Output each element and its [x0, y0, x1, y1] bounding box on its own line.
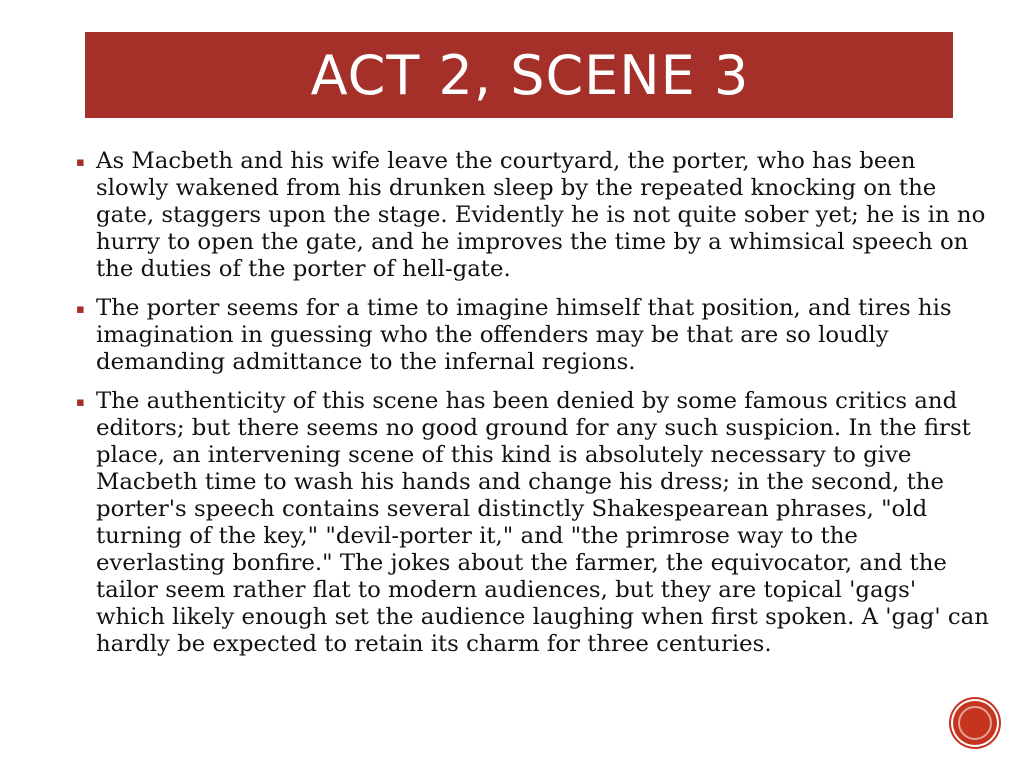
bullet-item	[70, 148, 990, 283]
bullet-text: As Macbeth and his wife leave the courtyard, the porter, who has been slowly wakened from his drunken sleep by the repeated knocking on the gate, staggers upon the stage. Evidently he is not quite sober yet; he is in no hurry to open the gate, and he improves the time by a whimsical speech on the duties of the porter of hell-gate.	[96, 148, 986, 282]
bullet-list	[70, 148, 990, 670]
circle-icon	[958, 706, 992, 740]
bullet-text: The authenticity of this scene has been denied by some famous critics and editors; but there seems no good ground for any such suspicion. In the first place, an intervening scene of this kind is absolutely necessary to give Macbeth time to wash his hands and change his dress; in the second, the porter's speech contains several distinctly Shakespearean phrases, "old turning of the key," "devil-porter it," and "the primrose way to the everlasting bonfire." The jokes about the farmer, the equivocator, and the tailor seem rather flat to modern audiences, but they are topical 'gags' which likely enough set the audience laughing when first spoken. A 'gag' can hardly be expected to retain its charm for three centuries.	[96, 388, 989, 657]
bullet-item	[70, 295, 990, 376]
bullet-text: The porter seems for a time to imagine himself that position, and tires his imagination in guessing who the offenders may be that are so loudly demanding admittance to the infernal regions.	[96, 295, 952, 375]
title-banner	[85, 32, 953, 118]
slide-nav-button[interactable]	[953, 701, 997, 745]
square-bullet-icon: ▪	[76, 395, 85, 410]
slide-title: ACT 2, SCENE 3	[310, 43, 750, 107]
square-bullet-icon: ▪	[76, 155, 85, 170]
bullet-item	[70, 388, 990, 658]
square-bullet-icon: ▪	[76, 302, 85, 317]
